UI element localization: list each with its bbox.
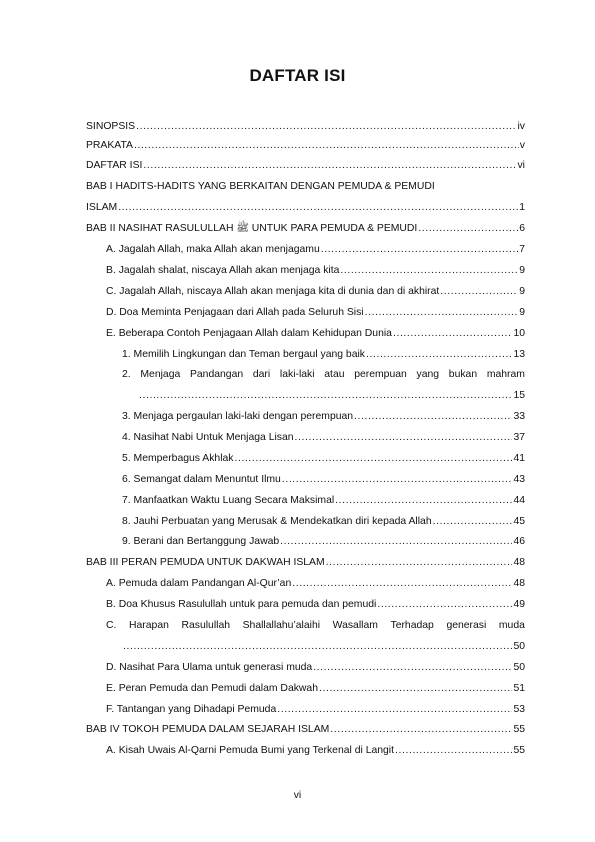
toc-entry-page: 51 <box>513 683 525 694</box>
toc-wrap-word: muda <box>498 620 525 631</box>
toc-entry[interactable] <box>86 120 525 134</box>
toc-leader-dots <box>139 389 512 403</box>
toc-wrap-word: laki-laki <box>279 369 315 380</box>
page-number-footer: vi <box>293 790 302 801</box>
toc-entry-wrap-line <box>122 368 525 382</box>
toc-entry-text: 8. Jauhi Perbuatan yang Merusak & Mendekatkan diri kepada Allah <box>122 516 432 527</box>
toc-wrap-word: C. <box>106 620 117 631</box>
toc-wrap-word: Terhadap <box>390 620 434 631</box>
toc-entry[interactable] <box>86 201 525 215</box>
toc-entry[interactable] <box>86 139 525 153</box>
page-title: DAFTAR ISI <box>249 66 346 85</box>
toc-entry-page: 44 <box>513 495 525 506</box>
toc-leader-dots <box>326 556 513 570</box>
toc-leader-dots <box>366 348 512 362</box>
toc-entry-text: A. Pemuda dalam Pandangan Al-Qur’an <box>106 578 292 589</box>
toc-entry-page: 50 <box>513 641 525 652</box>
toc-leader-dots <box>295 431 513 445</box>
toc-leader-dots <box>282 473 513 487</box>
toc-entry[interactable] <box>122 431 525 445</box>
toc-wrap-word: perempuan <box>354 369 407 380</box>
toc-entry-page: 33 <box>513 411 525 422</box>
toc-entry-page: v <box>519 140 525 151</box>
toc-wrap-word: yang <box>416 369 440 380</box>
toc-entry[interactable] <box>122 515 525 529</box>
toc-entry-page: 15 <box>513 390 525 401</box>
toc-wrap-word: Wasallam <box>332 620 378 631</box>
toc-entry[interactable] <box>122 410 525 424</box>
toc-entry-text: DAFTAR ISI <box>86 160 143 171</box>
toc-entry-text: D. Doa Meminta Penjagaan dari Allah pada Seluruh Sisi <box>106 307 364 318</box>
toc-entry[interactable] <box>122 473 525 487</box>
toc-entry-text: D. Nasihat Para Ulama untuk generasi muda <box>106 662 313 673</box>
toc-leader-dots <box>335 494 512 508</box>
toc-entry[interactable] <box>86 222 525 236</box>
toc-leader-dots <box>440 285 518 299</box>
toc-entry[interactable] <box>106 661 525 675</box>
toc-entry-page: 1 <box>519 202 525 213</box>
toc-entry[interactable] <box>122 494 525 508</box>
toc-entry-text: SINOPSIS <box>86 121 136 132</box>
toc-leader-dots <box>134 139 519 153</box>
toc-entry-text: 4. Nasihat Nabi Untuk Menjaga Lisan <box>122 432 294 443</box>
toc-entry[interactable] <box>122 535 525 549</box>
toc-entry-text: BAB III PERAN PEMUDA UNTUK DAKWAH ISLAM <box>86 557 325 568</box>
toc-entry-text: ISLAM <box>86 202 118 213</box>
toc-entry-text: B. Jagalah shalat, niscaya Allah akan menjaga kita <box>106 265 340 276</box>
toc-entry-page: iv <box>517 121 525 132</box>
toc-entry-wrap-line: BAB I HADITS-HADITS YANG BERKAITAN DENGAN PEMUDA & PEMUDI <box>86 181 435 192</box>
toc-leader-dots <box>365 306 519 320</box>
toc-leader-dots <box>340 264 518 278</box>
toc-entry-text: B. Doa Khusus Rasulullah untuk para pemuda dan pemudi <box>106 599 377 610</box>
toc-entry[interactable] <box>106 744 525 758</box>
toc-entry-text: BAB IV TOKOH PEMUDA DALAM SEJARAH ISLAM <box>86 724 330 735</box>
toc-entry[interactable] <box>122 348 525 362</box>
toc-entry-page: vi <box>517 160 525 171</box>
toc-wrap-word: Harapan <box>129 620 169 631</box>
toc-entry-page: 45 <box>513 516 525 527</box>
toc-leader-dots <box>234 452 512 466</box>
toc-entry-page: 48 <box>513 578 525 589</box>
toc-entry-page: 50 <box>513 662 525 673</box>
toc-wrap-word: Shallallahu’alaihi <box>242 620 321 631</box>
toc-wrap-word: atau <box>324 369 345 380</box>
toc-entry[interactable] <box>122 640 525 654</box>
toc-entry-text: PRAKATA <box>86 140 133 151</box>
toc-leader-dots <box>118 201 518 215</box>
toc-entry[interactable] <box>106 306 525 320</box>
toc-entry-text: F. Tantangan yang Dihadapi Pemuda <box>106 704 277 715</box>
toc-entry-page: 48 <box>513 557 525 568</box>
toc-entry-page: 6 <box>519 223 525 234</box>
toc-entry-page: 43 <box>513 474 525 485</box>
toc-entry-page: 53 <box>513 704 525 715</box>
toc-entry-text: A. Kisah Uwais Al-Qarni Pemuda Bumi yang Terkenal di Langit <box>106 745 395 756</box>
toc-entry[interactable] <box>86 556 525 570</box>
toc-entry-page: 55 <box>513 745 525 756</box>
toc-leader-dots <box>354 410 512 424</box>
toc-leader-dots <box>418 222 518 236</box>
toc-entry-page: 9 <box>519 307 525 318</box>
toc-entry[interactable] <box>86 159 525 173</box>
toc-entry[interactable] <box>106 327 525 341</box>
toc-leader-dots <box>277 703 512 717</box>
toc-leader-dots <box>395 744 512 758</box>
toc-wrap-word: Menjaga <box>140 369 181 380</box>
toc-entry-text: 5. Memperbagus Akhlak <box>122 453 234 464</box>
toc-wrap-word: Pandangan <box>189 369 244 380</box>
toc-entry[interactable] <box>106 264 525 278</box>
toc-leader-dots <box>319 682 512 696</box>
toc-entry-text: A. Jagalah Allah, maka Allah akan menjagamu <box>106 244 320 255</box>
toc-entry[interactable] <box>86 723 525 737</box>
toc-leader-dots <box>123 640 512 654</box>
toc-entry[interactable] <box>106 285 525 299</box>
toc-wrap-word: dari <box>252 369 271 380</box>
toc-wrap-word: 2. <box>122 369 131 380</box>
toc-leader-dots <box>136 120 516 134</box>
toc-entry-page: 10 <box>513 328 525 339</box>
toc-entry-text: C. Jagalah Allah, niscaya Allah akan menjaga kita di dunia dan di akhirat <box>106 286 440 297</box>
toc-entry-text: 1. Memilih Lingkungan dan Teman bergaul yang baik <box>122 349 365 360</box>
toc-entry-text: 9. Berani dan Bertanggung Jawab <box>122 536 280 547</box>
toc-wrap-word: Rasulullah <box>181 620 231 631</box>
toc-entry[interactable] <box>122 452 525 466</box>
toc-entry-page: 9 <box>519 286 525 297</box>
toc-entry-page: 13 <box>513 349 525 360</box>
toc-entry-text: E. Peran Pemuda dan Pemudi dalam Dakwah <box>106 683 318 694</box>
toc-leader-dots <box>330 723 512 737</box>
toc-leader-dots <box>313 661 512 675</box>
toc-entry[interactable] <box>138 389 525 403</box>
toc-entry[interactable] <box>106 682 525 696</box>
toc-leader-dots <box>143 159 516 173</box>
toc-entry[interactable] <box>106 703 525 717</box>
toc-entry-text: 7. Manfaatkan Waktu Luang Secara Maksimal <box>122 495 335 506</box>
toc-entry-text: 3. Menjaga pergaulan laki-laki dengan perempuan <box>122 411 354 422</box>
toc-entry-page: 7 <box>519 244 525 255</box>
toc-leader-dots <box>377 598 512 612</box>
toc-wrap-word: mahram <box>486 369 525 380</box>
toc-leader-dots <box>433 515 513 529</box>
toc-entry-page: 46 <box>513 536 525 547</box>
toc-entry-wrap-line <box>106 619 525 633</box>
toc-leader-dots <box>280 535 512 549</box>
toc-entry[interactable] <box>106 243 525 257</box>
toc-leader-dots <box>321 243 519 257</box>
toc-entry-page: 55 <box>513 724 525 735</box>
toc-entry-page: 49 <box>513 599 525 610</box>
toc-entry-page: 9 <box>519 265 525 276</box>
toc-entry-page: 41 <box>513 453 525 464</box>
toc-entry-text: 6. Semangat dalam Menuntut Ilmu <box>122 474 281 485</box>
toc-entry-text: BAB II NASIHAT RASULULLAH ﷺ UNTUK PARA PEMUDA & PEMUDI <box>86 223 418 234</box>
toc-entry-text: E. Beberapa Contoh Penjagaan Allah dalam Kehidupan Dunia <box>106 328 392 339</box>
toc-leader-dots <box>292 577 512 591</box>
toc-entry-page: 37 <box>513 432 525 443</box>
toc-entry[interactable] <box>106 598 525 612</box>
toc-entry[interactable] <box>106 577 525 591</box>
toc-wrap-word: bukan <box>448 369 478 380</box>
toc-wrap-word: generasi <box>446 620 487 631</box>
toc-leader-dots <box>393 327 512 341</box>
